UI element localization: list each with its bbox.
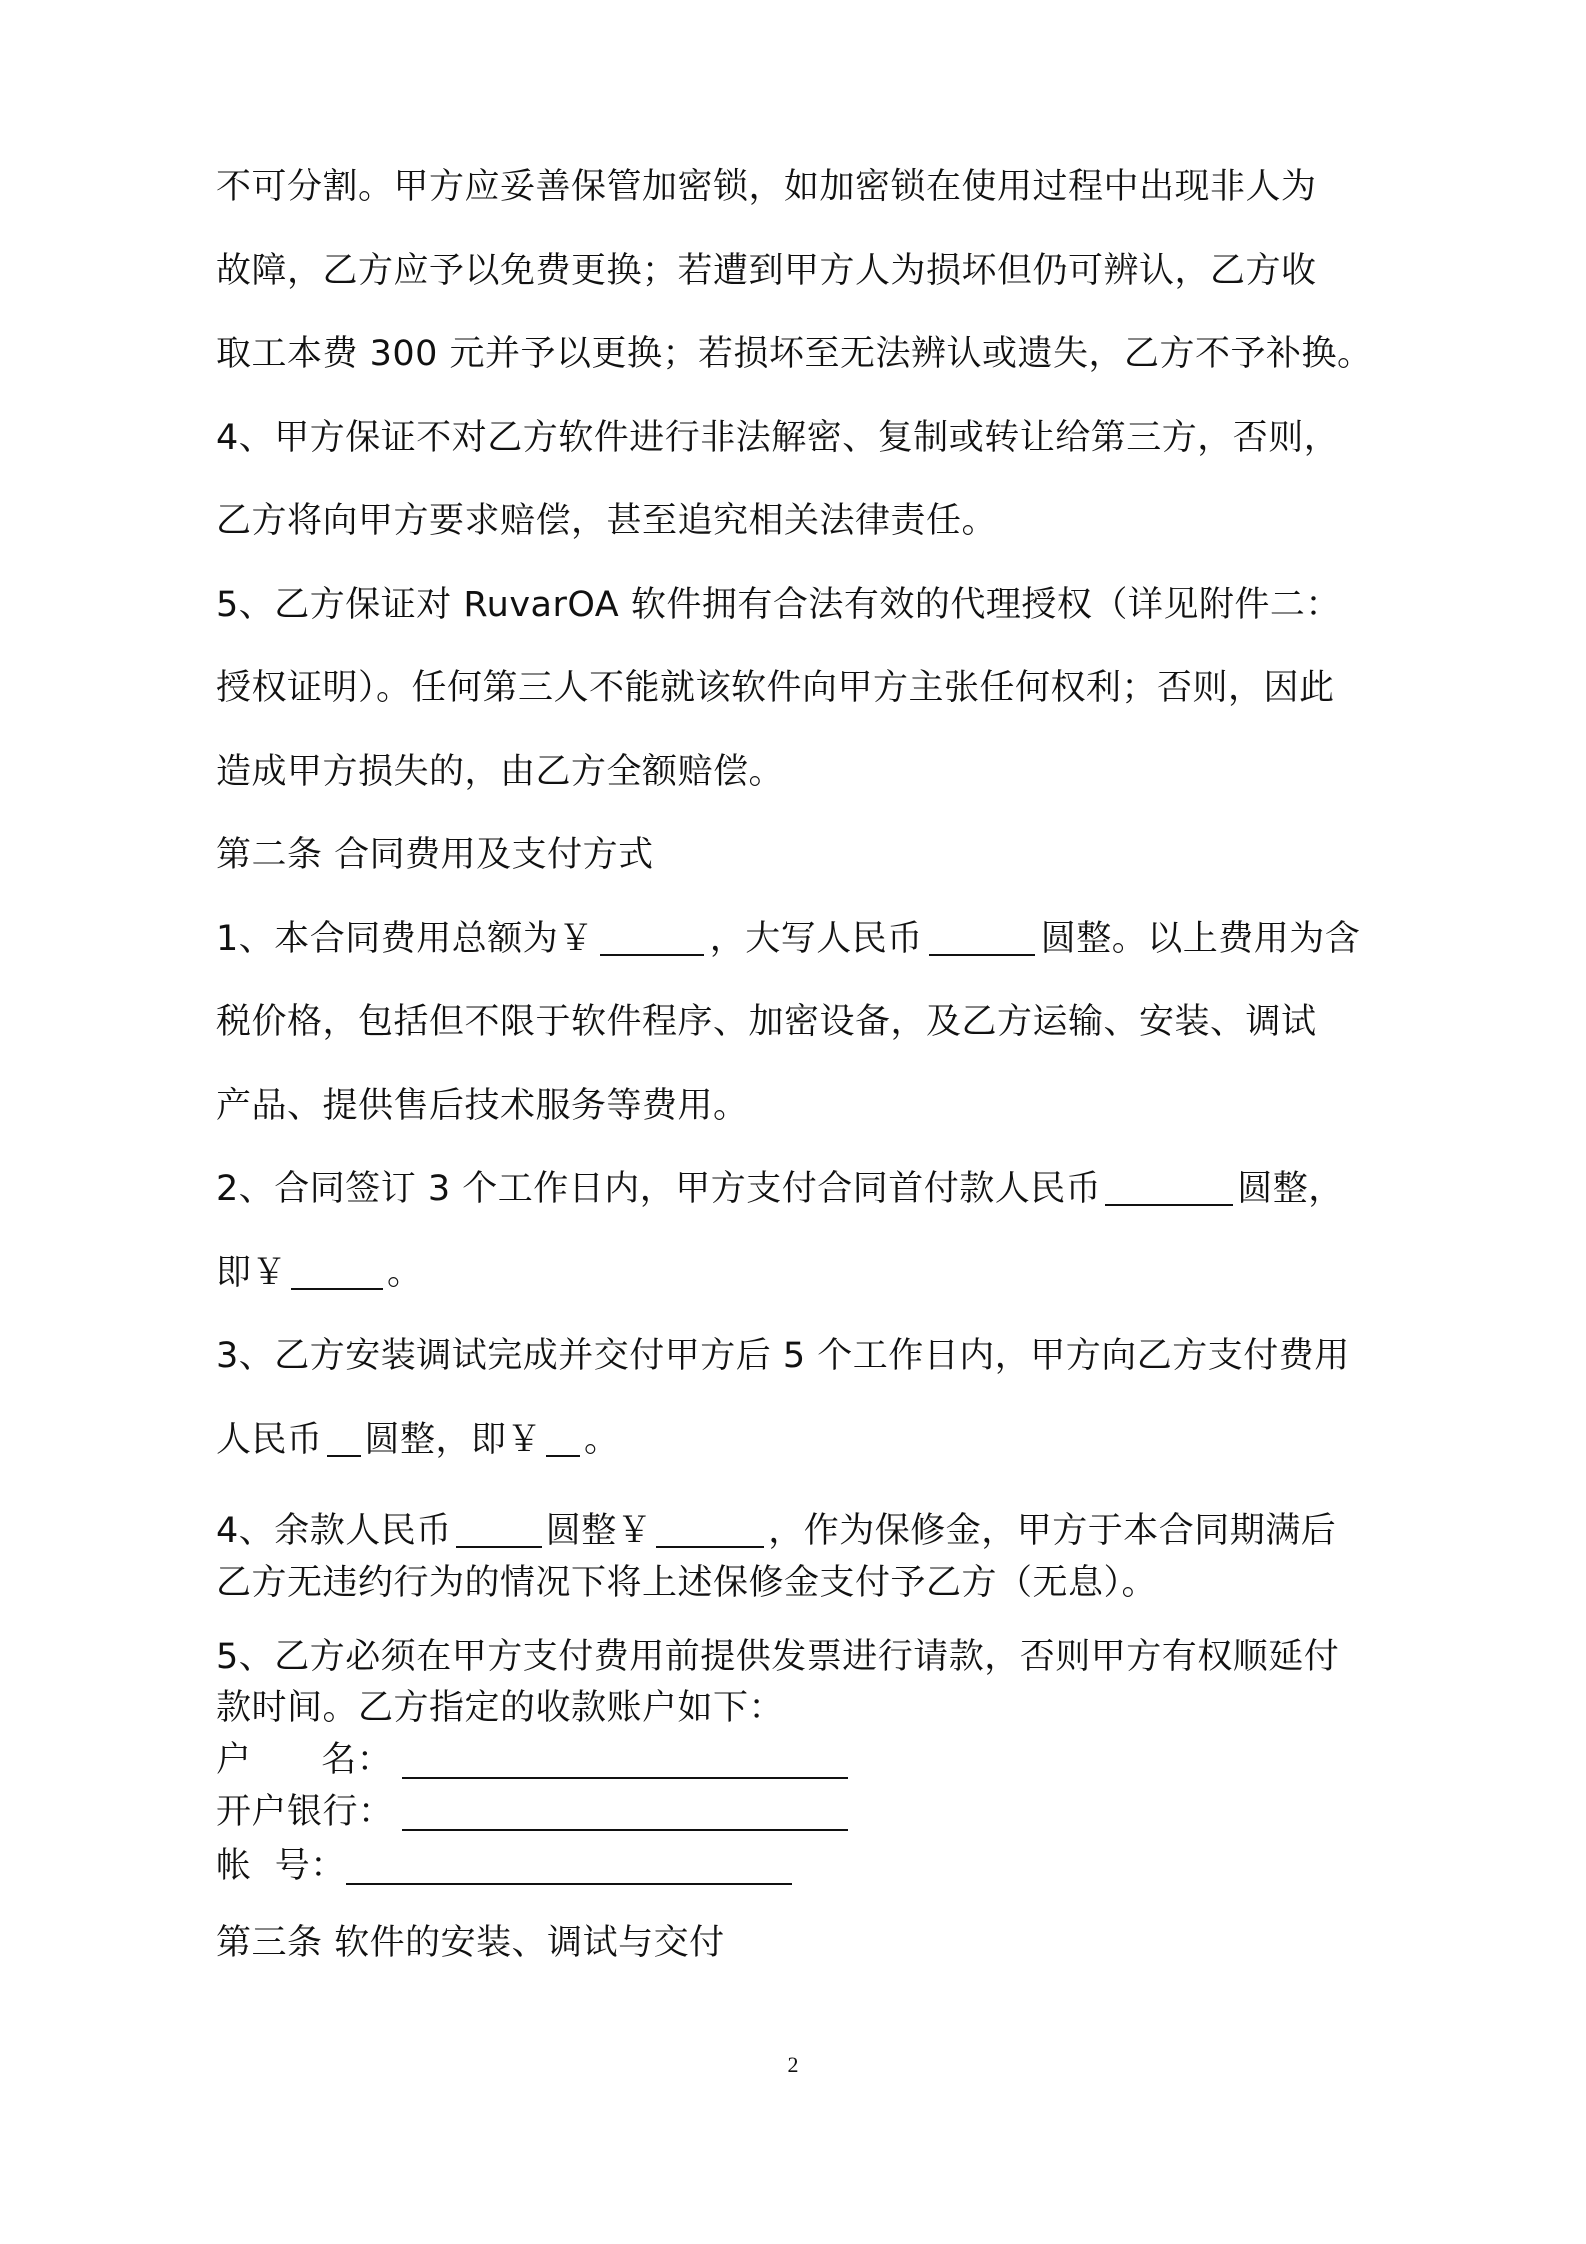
- page-number: 2: [787, 2052, 799, 2077]
- fee-clause-3-line-2: [216, 1416, 620, 1464]
- fee-2-cont-a: 即￥: [216, 1253, 288, 1293]
- fee-clause-2-line-1: [216, 1165, 1344, 1213]
- fee-1-text-c: 圆整。以上费用为含: [1040, 919, 1361, 959]
- fee-4-text-b: 圆整￥: [545, 1511, 653, 1551]
- fee-clause-1-line-1: [216, 915, 1360, 963]
- account-name-label: 户 名：: [216, 1740, 393, 1780]
- account-number-label: 帐 号：: [216, 1846, 346, 1886]
- bank-name-label: 开户银行：: [216, 1792, 394, 1832]
- fee-1-text-b: ，大写人民币: [709, 919, 923, 959]
- account-name-row: [216, 1736, 848, 1784]
- clause-4-line-2: 乙方将向甲方要求赔偿，甚至追究相关法律责任。: [216, 501, 998, 541]
- paragraph-line: 不可分割。甲方应妥善保管加密锁，如加密锁在使用过程中出现非人为: [216, 167, 1317, 207]
- installment-amount-blank[interactable]: [546, 1419, 580, 1457]
- fee-4-text-a: 4、余款人民币: [216, 1511, 452, 1551]
- account-name-field[interactable]: [402, 1741, 848, 1779]
- clause-5-line-1: 5、乙方保证对 RuvarOA 软件拥有合法有效的代理授权（详见附件二：: [216, 585, 1341, 625]
- paragraph-line: 故障，乙方应予以免费更换；若遭到甲方人为损坏但仍可辨认，乙方收: [216, 251, 1317, 291]
- total-amount-blank[interactable]: [600, 918, 704, 956]
- paragraph-line: 取工本费 300 元并予以更换；若损坏至无法辨认或遗失，乙方不予补换。: [216, 334, 1373, 374]
- clause-4-line-1: 4、甲方保证不对乙方软件进行非法解密、复制或转让给第三方，否则，: [216, 418, 1340, 458]
- section-2-title: 第二条 合同费用及支付方式: [216, 835, 654, 875]
- fee-4-text-c: ，作为保修金，甲方于本合同期满后: [768, 1511, 1337, 1551]
- installment-words-blank[interactable]: [327, 1419, 361, 1457]
- account-number-field[interactable]: [346, 1847, 792, 1885]
- fee-3-text-c: 。: [584, 1420, 620, 1460]
- fee-clause-5-line-2: 款时间。乙方指定的收款账户如下：: [216, 1688, 785, 1728]
- fee-clause-3-line-1: 3、乙方安装调试完成并交付甲方后 5 个工作日内，甲方向乙方支付费用: [216, 1336, 1350, 1376]
- fee-2-text-a: 2、合同签订 3 个工作日内，甲方支付合同首付款人民币: [216, 1169, 1102, 1209]
- clause-5-line-3: 造成甲方损失的，由乙方全额赔偿。: [216, 752, 785, 792]
- fee-2-cont-b: 。: [387, 1253, 423, 1293]
- fee-clause-5-line-1: 5、乙方必须在甲方支付费用前提供发票进行请款，否则甲方有权顺延付: [216, 1637, 1340, 1677]
- balance-amount-blank[interactable]: [656, 1510, 764, 1548]
- section-3-title: 第三条 软件的安装、调试与交付: [216, 1923, 725, 1963]
- down-payment-amount-blank[interactable]: [291, 1252, 383, 1290]
- fee-clause-4-line-1: [216, 1507, 1336, 1555]
- balance-words-blank[interactable]: [456, 1510, 542, 1548]
- fee-3-text-a: 人民币: [216, 1420, 323, 1460]
- fee-clause-4-line-2: 乙方无违约行为的情况下将上述保修金支付予乙方（无息）。: [216, 1563, 1158, 1603]
- fee-3-text-b: 圆整，即￥: [364, 1420, 543, 1460]
- clause-5-line-2: 授权证明）。任何第三人不能就该软件向甲方主张任何权利；否则，因此: [216, 668, 1335, 708]
- total-amount-words-blank[interactable]: [929, 918, 1035, 956]
- bank-name-field[interactable]: [402, 1793, 848, 1831]
- bank-name-row: [216, 1788, 848, 1836]
- fee-clause-1-line-3: 产品、提供售后技术服务等费用。: [216, 1086, 749, 1126]
- down-payment-words-blank[interactable]: [1105, 1168, 1233, 1206]
- fee-2-text-b: 圆整，: [1237, 1169, 1344, 1209]
- fee-clause-2-line-2: [216, 1249, 423, 1297]
- account-number-row: [216, 1842, 792, 1890]
- fee-1-text-a: 1、本合同费用总额为￥: [216, 919, 594, 959]
- fee-clause-1-line-2: 税价格，包括但不限于软件程序、加密设备，及乙方运输、安装、调试: [216, 1002, 1317, 1042]
